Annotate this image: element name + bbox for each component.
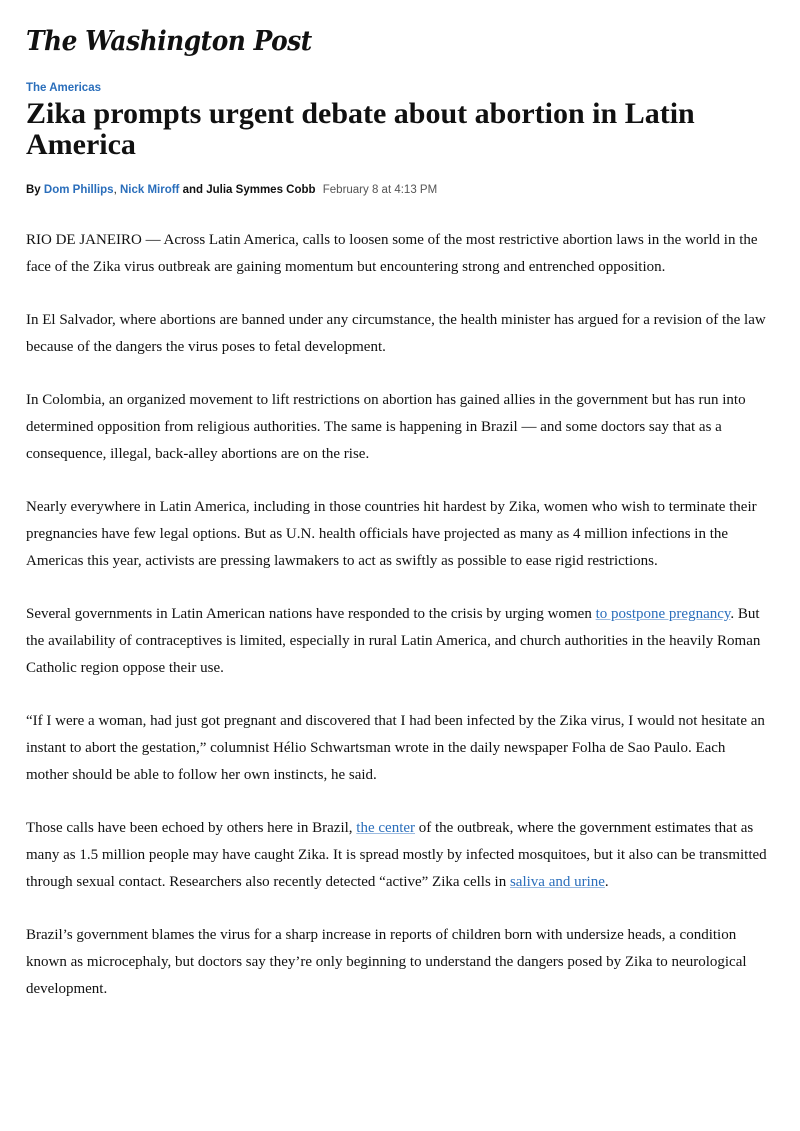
paragraph-7-text-a: Those calls have been echoed by others here in Brazil, xyxy=(26,820,357,836)
byline xyxy=(26,184,437,196)
section-link[interactable]: The Americas xyxy=(26,82,101,94)
byline-comma: , xyxy=(113,184,117,196)
paragraph-5-text-b: . But the availability of contraceptives is limited, especially in rural Latin America, and church authorities in the heavily Roman Catholic region oppose their use. xyxy=(26,606,761,676)
byline-by: By xyxy=(26,184,41,196)
paragraph-7 xyxy=(26,815,770,896)
masthead-logo[interactable] xyxy=(26,22,337,62)
paragraph-7-text-b: of the outbreak, where the government estimates that as many as 1.5 million people may have caught Zika. It is spread mostly by infected mosquitoes, but it also can be transmitted through sexual contact. Researchers also recently detected “active” Zika cells in xyxy=(26,820,767,890)
paragraph-1: RIO DE JANEIRO — Across Latin America, calls to loosen some of the most restrictive abortion laws in the world in the face of the Zika virus outbreak are gaining momentum but encountering strong and entrenched opposition. xyxy=(26,232,758,275)
paragraph-8: Brazil’s government blames the virus for a sharp increase in reports of children born with undersize heads, a condition known as microcephaly, but doctors say they’re only beginning to understand the dangers posed by Zika to neurological development. xyxy=(26,927,747,997)
link-postpone-pregnancy[interactable]: to postpone pregnancy xyxy=(595,606,731,622)
paragraph-5-text-a: Several governments in Latin American nations have responded to the crisis by urging women xyxy=(26,606,596,622)
masthead-title: The Washington Post xyxy=(26,26,312,57)
link-the-center[interactable]: the center xyxy=(356,820,416,836)
author-link-nick-miroff[interactable]: Nick Miroff xyxy=(119,184,180,196)
author-link-dom-phillips[interactable]: Dom Phillips xyxy=(43,184,114,196)
paragraph-2: In El Salvador, where abortions are banned under any circumstance, the health minister has argued for a revision of the law because of the dangers the virus poses to fetal development. xyxy=(26,312,766,355)
link-saliva-and-urine[interactable]: saliva and urine xyxy=(509,874,605,890)
publish-date: February 8 at 4:13 PM xyxy=(322,184,438,196)
paragraph-7-text-c: . xyxy=(604,874,609,890)
paragraph-4: Nearly everywhere in Latin America, including in those countries hit hardest by Zika, women who wish to terminate their pregnancies have few legal options. But as U.N. health officials have projected as many as 4 million infections in the Americas this year, activists are pressing lawmakers to act as swiftly as possible to ease rigid restrictions. xyxy=(26,499,757,569)
author-julia-symmes-cobb: Julia Symmes Cobb xyxy=(206,184,316,196)
headline: Zika prompts urgent debate about abortion in Latin America xyxy=(26,97,695,161)
article-body xyxy=(26,227,770,1029)
paragraph-5 xyxy=(26,601,770,682)
paragraph-3: In Colombia, an organized movement to lift restrictions on abortion has gained allies in the government but has run into determined opposition from religious authorities. The same is happening in Brazil — and some doctors say that as a consequence, illegal, back-alley abortions are on the rise. xyxy=(26,392,746,462)
paragraph-6: “If I were a woman, had just got pregnant and discovered that I had been infected by the Zika virus, I would not hesitate an instant to abort the gestation,” columnist Hélio Schwartsman wrote in the daily newspaper Folha de Sao Paulo. Each mother should be able to follow her own instincts, he said. xyxy=(26,713,765,783)
byline-and: and xyxy=(182,184,204,196)
